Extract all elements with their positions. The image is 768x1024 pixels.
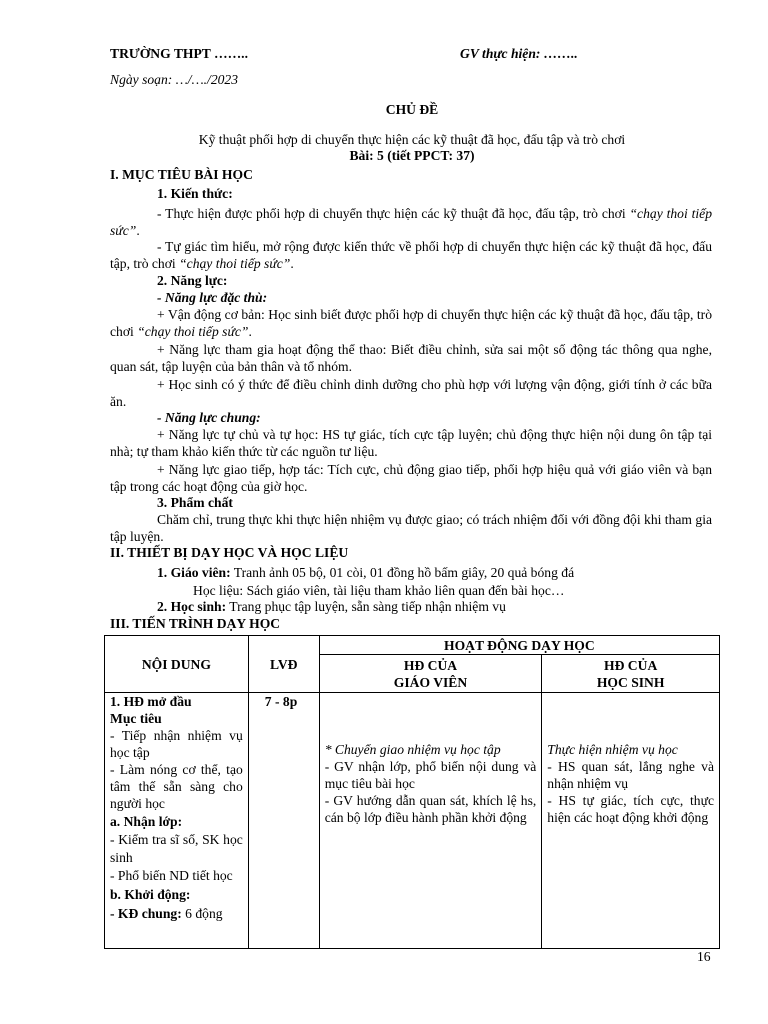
row-content-cell: [105, 693, 249, 949]
row-content-b-1-text: 6 động: [181, 906, 223, 921]
section-1-heading: I. MỤC TIÊU BÀI HỌC: [110, 167, 253, 182]
row-content-a-1: - Kiểm tra sĩ số, SK học sinh: [110, 832, 243, 865]
teacher-name: GV thực hiện: ……..: [460, 46, 578, 61]
specific-competence-heading: - Năng lực đặc thù:: [157, 290, 268, 305]
table-row: [105, 693, 720, 949]
row-content-b-1-label: - KĐ chung:: [110, 906, 182, 921]
knowledge-item-2-end: .: [290, 256, 294, 271]
row-student-title: Thực hiện nhiệm vụ học: [547, 742, 678, 757]
specific-item-1-text: + Vận động cơ bản: Học sinh biết được phối hợp di chuyển thực hiện các kỹ thuật đã học, đấu tập, trò chơi: [110, 307, 712, 339]
header-content: NỘI DUNG: [105, 636, 249, 693]
row-student-1: - HS quan sát, lắng nghe và nhận nhiệm vụ: [547, 759, 714, 791]
school-name: TRƯỜNG THPT ……..: [110, 46, 248, 61]
competence-heading: 2. Năng lực:: [157, 273, 228, 288]
specific-item-3: + Học sinh có ý thức để điều chỉnh dinh dưỡng cho phù hợp với lượng vận động, giới tính ở các bữa ăn.: [110, 377, 712, 409]
knowledge-item-1-end: .: [136, 223, 140, 238]
header-teacher: [319, 655, 542, 693]
row-content-goal: Mục tiêu: [110, 711, 162, 726]
teacher-equipment-text: Tranh ảnh 05 bộ, 01 còi, 01 đồng hồ bấm giây, 20 quả bóng đá: [230, 565, 575, 580]
row-content-a: a. Nhận lớp:: [110, 814, 183, 829]
row-content-goal-1: - Tiếp nhận nhiệm vụ học tập: [110, 728, 243, 760]
header-teacher-line-1: HĐ CỦA: [403, 657, 458, 673]
header-activities: HOẠT ĐỘNG DẠY HỌC: [319, 636, 719, 655]
page-number: 16: [697, 949, 711, 964]
knowledge-item-1: [110, 205, 712, 239]
topic-label: CHỦ ĐỀ: [385, 102, 439, 117]
row-content-goal-2: - Làm nóng cơ thể, tạo tâm thế sẵn sàng cho người học: [110, 762, 243, 811]
specific-item-2: + Năng lực tham gia hoạt động thể thao: Biết điều chỉnh, sửa sai một số động tác thông qua nghe, quan sát, tập luyện của bản thân và tổ nhóm.: [110, 342, 712, 374]
header-student: [542, 655, 720, 693]
student-equipment: [157, 598, 506, 615]
knowledge-item-1-game: “chạy thoi tiếp sức”: [110, 206, 712, 238]
specific-item-1: [110, 306, 712, 340]
knowledge-item-2-game: “chạy thoi tiếp sức”: [179, 256, 291, 271]
learning-materials: Học liệu: Sách giáo viên, tài liệu tham khảo liên quan đến bài học…: [193, 583, 565, 598]
specific-item-1-end: .: [248, 324, 252, 339]
student-equipment-label: 2. Học sinh:: [157, 599, 227, 614]
row-content-b-1: [110, 905, 243, 923]
quality-text: Chăm chỉ, trung thực khi thực hiện nhiệm vụ được giao; có trách nhiệm đối với đồng đội khi tham gia tập luyện.: [110, 512, 712, 544]
knowledge-item-2-text: - Tự giác tìm hiểu, mở rộng được kiến thức về phối hợp di chuyển thực hiện các kỹ thuật đã học, đấu tập, trò chơi: [110, 239, 712, 271]
teacher-equipment-label: 1. Giáo viên:: [157, 565, 231, 580]
topic-title: Kỹ thuật phối hợp di chuyển thực hiện các kỹ thuật đã học, đấu tập và trò chơi: [198, 132, 626, 147]
general-item-1: + Năng lực tự chủ và tự học: HS tự giác, tích cực tập luyện; chủ động thực hiện nội dung ôn tập tại nhà; tự tham khảo kiến thức từ các nguồn tư liệu.: [110, 427, 712, 459]
knowledge-item-2: [110, 238, 712, 272]
quality-heading: 3. Phẩm chất: [157, 495, 233, 510]
row-lvd-cell: 7 - 8p: [248, 693, 319, 949]
row-content-b: b. Khởi động:: [110, 887, 191, 902]
specific-item-1-game: “chạy thoi tiếp sức”: [137, 324, 249, 339]
row-content-title: 1. HĐ mở đầu: [110, 694, 192, 709]
row-content-a-2: - Phổ biến ND tiết học: [110, 868, 233, 883]
general-competence-heading: - Năng lực chung:: [157, 410, 261, 425]
row-teacher-cell: [319, 693, 542, 949]
header-student-line-1: HĐ CỦA: [604, 657, 658, 673]
row-student-cell: [542, 693, 720, 949]
lesson-title: Bài: 5 (tiết PPCT: 37): [349, 148, 475, 163]
row-student-2: - HS tự giác, tích cực, thực hiện các hoạt động khởi động: [547, 793, 714, 825]
row-teacher-1: - GV nhận lớp, phổ biến nội dung và mục tiêu bài học: [324, 759, 537, 791]
knowledge-item-1-text: - Thực hiện được phối hợp di chuyển thực hiện các kỹ thuật đã học, đấu tập, trò chơi: [157, 206, 630, 221]
header-lvd: LVĐ: [248, 636, 319, 693]
section-3-heading: III. TIẾN TRÌNH DẠY HỌC: [110, 616, 281, 631]
header-teacher-line-2: GIÁO VIÊN: [393, 674, 468, 690]
student-equipment-text: Trang phục tập luyện, sẵn sàng tiếp nhận nhiệm vụ: [226, 599, 506, 614]
general-item-2: + Năng lực giao tiếp, hợp tác: Tích cực, chủ động giao tiếp, phối hợp hiệu quả với giáo viên và bạn tập trong các hoạt động của giờ học.: [110, 462, 712, 494]
section-2-heading: II. THIẾT BỊ DẠY HỌC VÀ HỌC LIỆU: [110, 545, 349, 560]
knowledge-heading: 1. Kiến thức:: [157, 186, 233, 201]
row-teacher-title: * Chuyển giao nhiệm vụ học tập: [324, 742, 501, 757]
teaching-plan-table: [104, 635, 720, 949]
row-teacher-2: - GV hướng dẫn quan sát, khích lệ hs, cán bộ lớp điều hành phần khởi động: [324, 793, 537, 825]
prep-date: Ngày soạn: …/…./2023: [110, 72, 239, 87]
teacher-equipment: [157, 564, 574, 581]
header-student-line-2: HỌC SINH: [596, 674, 665, 690]
